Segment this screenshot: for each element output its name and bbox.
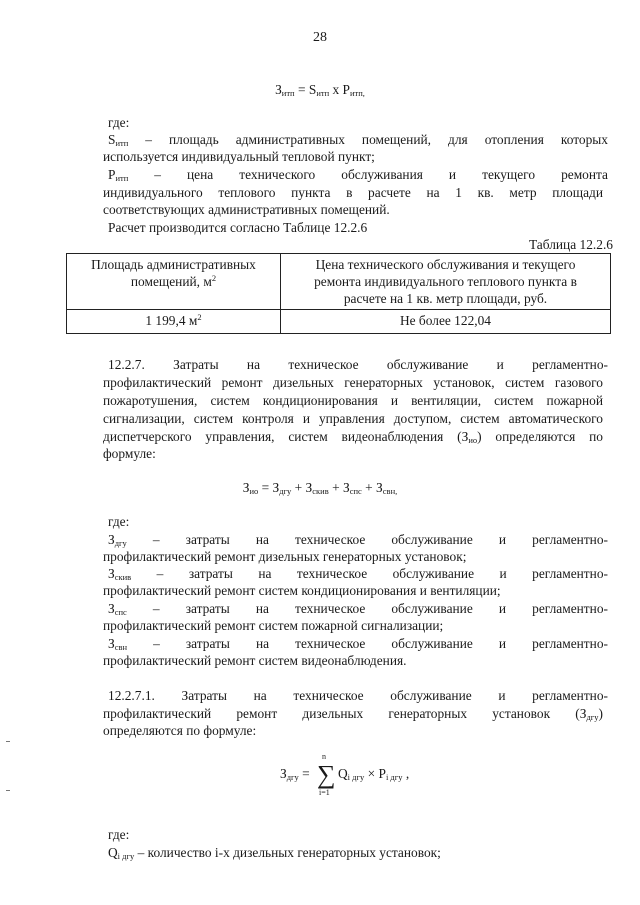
table-header-price: Цена технического обслуживания и текущего ремонта индивидуального теплового пункта в расчете на 1 кв. метр площади, руб.: [281, 254, 611, 310]
where-label-2: где:: [108, 514, 130, 529]
calc-note: Расчет производится согласно Таблице 12.2.6: [108, 220, 368, 235]
def-svn-line2: профилактический ремонт систем видеонаблюдения.: [103, 653, 407, 668]
price-table: [66, 253, 611, 334]
p-term-line2: индивидуального теплового пункта в расчете на 1 кв. метр площади: [103, 185, 603, 200]
margin-mark: [6, 741, 10, 742]
section-12-2-7-1-line3: определяются по формуле:: [103, 723, 257, 738]
section-12-2-7-1-line1: 12.2.7.1. Затраты на техническое обслуживание и регламентно-: [108, 688, 608, 703]
def-skiv-line1: $З_{скив}$ – затраты на техническое обслуживание и регламентно-: [108, 566, 608, 582]
section-12-2-7-line1: 12.2.7. Затраты на техническое обслуживание и регламентно-: [108, 357, 608, 372]
table-row: [67, 310, 611, 334]
section-12-2-7-line6: формуле:: [103, 446, 156, 461]
sum-lower-limit: i=1: [319, 788, 330, 797]
table-caption: Таблица 12.2.6: [528, 237, 613, 252]
page-number: 28: [313, 30, 327, 45]
def-svn-line1: $З_{свн}$ – затраты на техническое обслуживание и регламентно-: [108, 636, 608, 652]
def-skiv-line2: профилактический ремонт систем кондиционирования и вентиляции;: [103, 583, 501, 598]
def-sps-line1: $З_{спс}$ – затраты на техническое обслуживание и регламентно-: [108, 601, 608, 617]
formula-itp: $З_{итп} = S_{итп}$ x $P_{итп,}$: [275, 82, 365, 98]
p-term-line1: $P_{итп}$ – цена технического обслуживания и текущего ремонта: [108, 167, 608, 183]
section-12-2-7-line2: профилактический ремонт дизельных генераторных установок, систем газового: [103, 375, 603, 390]
where-label-3: где:: [108, 827, 130, 842]
formula-io: $З_{ио} = З_{дгу} + З_{скив} + З_{спс} + З_{свн,}$: [242, 480, 398, 496]
def-dgu-line2: профилактический ремонт дизельных генераторных установок;: [103, 549, 467, 564]
where-label: где:: [108, 115, 130, 130]
sum-symbol: ∑: [317, 760, 336, 789]
section-12-2-7-line5: диспетчерского управления, систем видеонаблюдения $(З_{ио})$ определяются по: [103, 429, 603, 445]
s-term-line1: $S_{итп}$ – площадь административных помещений, для отопления которых: [108, 132, 608, 148]
table-header-area: Площадь административных помещений, $м^2$: [67, 254, 281, 310]
sum-upper-limit: n: [322, 752, 326, 761]
def-sps-line2: профилактический ремонт систем пожарной сигнализации;: [103, 618, 444, 633]
section-12-2-7-1-line2: профилактический ремонт дизельных генераторных установок $(З_{дгу})$: [103, 706, 603, 722]
def-q-line: $Q_{i дгу}$ – количество i-х дизельных генераторных установок;: [108, 845, 441, 861]
table-cell-price: Не более 122,04: [281, 310, 611, 334]
table-header-row: [67, 254, 611, 310]
def-dgu-line1: $З_{дгу}$ – затраты на техническое обслуживание и регламентно-: [108, 532, 608, 548]
section-12-2-7-line4: сигнализации, систем контроля и управления доступом, систем автоматического: [103, 411, 603, 426]
margin-mark: [6, 790, 10, 791]
table-cell-area: 1 199,4 $м^2$: [67, 310, 281, 334]
s-term-line2: используется индивидуальный тепловой пункт;: [103, 149, 375, 164]
p-term-line3: соответствующих административных помещений.: [103, 202, 390, 217]
section-12-2-7-line3: пожаротушения, систем кондиционирования и вентиляции, систем пожарной: [103, 393, 603, 408]
